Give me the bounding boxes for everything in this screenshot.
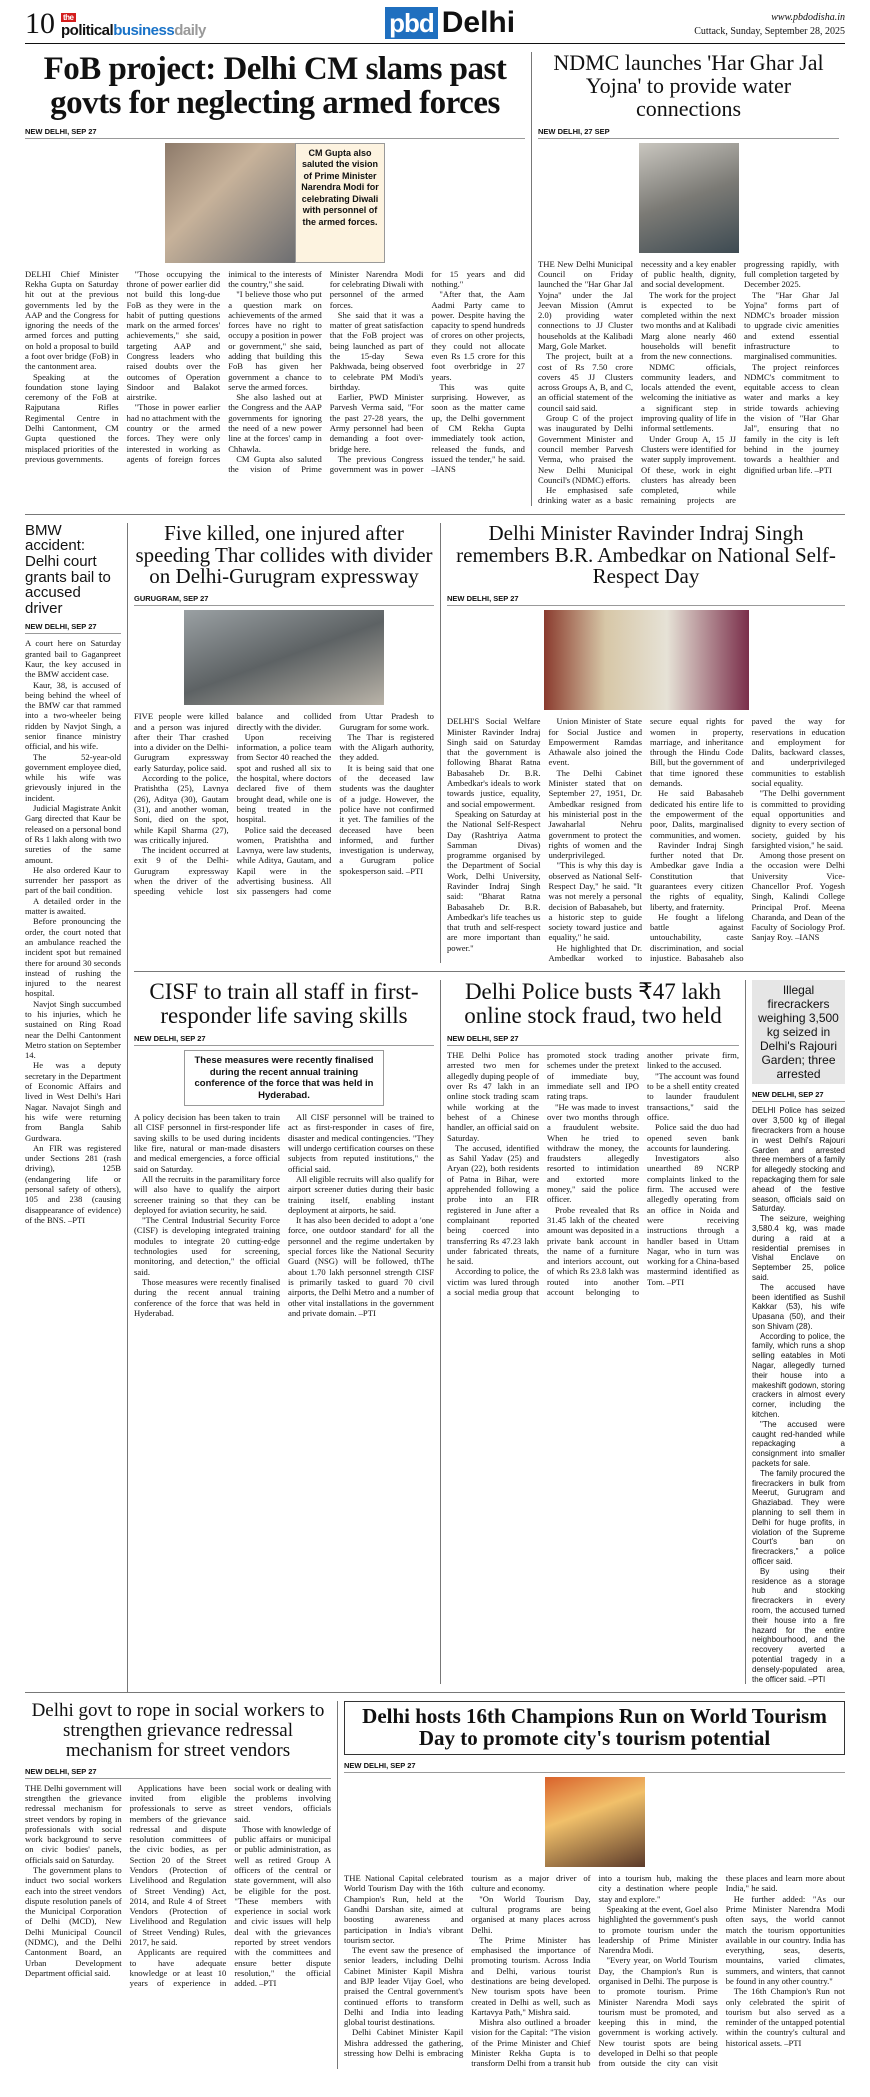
paragraph: He also ordered Kaur to surrender her passport as part of the bail condition. [25,864,121,896]
article-body [344,1873,845,2069]
article-firecrackers [745,980,845,1684]
article-body [447,716,845,963]
paragraph: He was a deputy secretary in the Department of Economic Affairs and lived in West Delhi's Hari Nagar. Navajot Singh and his wife were returning from Bangla Sahib Gurdwara. [25,1060,121,1143]
accident-photo [184,610,384,705]
byline: GURUGRAM, SEP 27 [134,594,434,606]
paragraph: A detailed order in the matter is awaited. [25,895,121,917]
paragraph: The "Har Ghar Jal Yojna" forms part of NDMC's broader mission to upgrade civic amenities and extend essential infrastructure to marginalised communities. [744,289,839,362]
paragraph: Investigators also unearthed 89 NCRP complaints linked to the firm. The accused were allegedly operating from an office in Noida and were receiving instructions through a handler based in Uttam Nagar, who in turn was working for a China-based mastermind identified as Tom. –PTI [647,1153,739,1287]
paragraph: The project reinforces NDMC's commitment to equitable access to clean water and marks a key stride towards achieving the vision of "Har Ghar Jal", ensuring that no family in the city is left behind in the journey towards a healthier and dignified urban life. –PTI [744,361,839,475]
middle-stack [127,520,845,1693]
pull-quote: These measures were recently finalised during the recent annual training conference of the force that was held in Hyderabad. [184,1050,384,1106]
paragraph: An FIR was registered under Sections 281 (rash driving), 125B (endangering life or personal safety of others), 105 and 238 (causing disappearance of evidence) of the BNS. –PTI [25,1142,121,1225]
header-info [694,11,845,39]
paragraph: The government plans to induct two social workers each into the street vendors dispute resolution panels of the Municipal Corporation of Delhi (MCD), New Delhi Municipal Council (NDMC), and the Delhi Cantonment Board, an Urban Development Department official said. [25,1865,122,1978]
article-body [25,638,121,1225]
row-middle-a [134,520,845,973]
byline: NEW DELHI, SEP 27 [25,1767,331,1779]
paragraph: According to the police, Pratishtha (25), Lavnya (26), Aditya (30), Gautam (31), and another woman, Soni, died on the spot, while Kapil Sharma (27), was critically injured. [134,773,229,845]
row-top [25,44,845,515]
page-number: 10 [25,7,55,40]
row-bottom [25,1693,845,2076]
paragraph: According to police, the victim was lured through a social media group that promoted stock trading schemes under the pretext of immediate buy, immediate sell and IPO rating traps. [447,1050,639,1297]
byline: NEW DELHI, SEP 27 [447,594,845,606]
paragraph: DELHI'S Social Welfare Minister Ravinder Indraj Singh said on Saturday that the government is following Bharat Ratna Babasaheb Dr. B.R. Ambedkar's ideals to work towards justice, equality, and social empowerment. [447,716,541,809]
article-body [25,269,525,475]
paragraph: According to police, the family, which runs a shop selling eatables in Moti Nagar, allegedly turned their house into a makeshift godown, storing crackers in almost every corner, including the kitchen. [752,1331,845,1420]
paragraph: Applicants are required to have adequate knowledge or at least 10 years of experience in social work or dealing with the problems involving street vendors, officials said. [129,1782,331,1989]
paragraph: "This is why this day is observed as National Self-Respect Day," he said. "It was not merely a personal decision of Babasaheb, but a historic step to guide society toward justice and equality," he said. [548,860,642,943]
paragraph: The accused have been identified as Sushil Kakkar (53), his wife Upasana (50), and their son Shivam (28). [752,1282,845,1331]
paragraph: The accused, identified as Sahil Yadav (25) and Aryan (22), both residents of Patna in Bihar, were apprehended following a probe into an FIR registered in June after a complainant reported being coerced into transferring Rs 47.23 lakh under fabricated threats, he said. [447,1142,539,1267]
paragraph: All eligible recruits will also qualify for airport screener duties during their basic training itself, enabling instant deployment at airports, he said. [288,1173,434,1215]
article-ambedkar [440,520,845,964]
paragraph: The 16th Champion's Run not only celebrated the spirit of tourism but also served as a reminder of the untapped potential within the country's cultural and historical assets. –PTI [725,1986,845,2048]
photo-block [344,1777,845,1867]
article-police [440,980,739,1684]
photo-caption: CM Gupta also saluted the vision of Prime Minister Narendra Modi for celebrating Diwali with personnel of the armed forces. [295,143,385,263]
paragraph: Judicial Magistrate Ankit Garg directed that Kaur be released on a personal bond of Rs 1 lakh along with two sureties of the same amount. [25,803,121,865]
paragraph: "Those in power earlier had no attachment with the country or the armed forces. They were only interested in working as agents of foreign forces inimical to the interests of the country," she said. [126,268,322,464]
paragraph: She also lashed out at the Congress and the AAP governments for ignoring the need of a new power line at the forces' camp in Chhawla. [228,392,322,454]
article-body [25,1783,331,1989]
paragraph: Upon receiving information, a police team from Sector 40 reached the spot and rushed all six to the hospital, where doctors declared five of them brought dead, while one is being treated in the hospital. [236,731,332,825]
photo-block [447,610,845,710]
headline: Delhi hosts 16th Champions Run on World Tourism Day to promote city's tourism potential [344,1701,845,1755]
cm-photo [165,143,295,263]
paragraph: "The Central Industrial Security Force (CISF) is developing integrated training modules to integrate 20 cutting-edge technologies used for screening, monitoring, and detection," the official said. [134,1215,280,1277]
paragraph: Applications have been invited from eligible professionals to serve as members of the grievance redressal and dispute resolution committees of the civic bodies, as per Section 20 of the Street Vendors (Protection of Livelihood and Regulation of Street Vending) Act, 2014, and Rule 4 of Street Vendors (Protection of Livelihood and Regulation of Street Vending) Rules, 2017, he said. [129,1782,227,1948]
minister-photo [545,1777,645,1867]
paragraph: "On World Tourism Day, cultural programs are being organised at many places across Delhi. [471,1893,591,1935]
paragraph: The family procured the firecrackers in bulk from Meerut, Gurugram and Ghaziabad. They were planning to sell them in Delhi for huge profits, in violation of the Supreme Court's ban on firecrackers," a police officer said. [752,1468,845,1567]
paragraph: It has also been decided to adopt a 'one force, one outdoor standard' for all the personnel and the regime undertaken by special forces like the National Security Guard (NSG) will be followed, thThe about 1.70 lakh personnel strength CISF is primarily tasked to guard 70 civil airports, the Delhi Metro and a number of other vital installations in the government and private domain. –PTI [288,1215,434,1318]
headline: Illegal firecrackers weighing 3,500 kg seized in Delhi's Rajouri Garden; three arrested [752,980,845,1084]
byline: NEW DELHI, SEP 27 [25,127,525,139]
paragraph: "The accused were caught red-handed while repackaging a consignment into smaller packets for sale. [752,1419,845,1469]
paragraph: THE New Delhi Municipal Council on Friday launched the "Har Ghar Jal Yojna" under the Jal Jeevan Mission (Amrut 2.0) providing water connections to JJ Cluster households at the Kalibadi Marg, Gole Market. [538,258,633,351]
paragraph: Ravinder Indraj Singh further noted that Dr. Ambedkar gave India a Constitution that guarantees every citizen the rights of equality, liberty, and fraternity. [650,839,744,912]
paragraph: Mishra also outlined a broader vision for the Capital: "The vision of the Prime Minister and Chief Minister Rekha Gupta is to transform Delhi from a transit hub into a tourism hub, making the city a destination where people stay and explore." [471,1873,718,2069]
paragraph: THE National Capital celebrated World Tourism Day with the 16th Champion's Run, held at the Gandhi Darshan site, aimed at boosting awareness and participation in India's vibrant tourism sector. [344,1873,464,1945]
article-thar [134,520,434,964]
paragraph: "He was made to invest over two months through a fraudulent website. When he tried to withdraw the money, the fraudsters allegedly resorted to intimidation and extorted more money," said the police officer. [547,1101,639,1205]
paragraph: Delhi Cabinet Minister Kapil Mishra addressed the gathering, stressing how Delhi is embracing tourism as a major driver of culture and economy. [344,1873,591,2059]
byline: NEW DELHI, SEP 27 [447,1034,739,1046]
article-fob [25,52,525,506]
paragraph: This was quite surprising. However, as soon as the matter came up, the Delhi government of CM Rekha Gupta immediately took action, released the funds, and issued the tender," he said. –IANS [431,381,525,475]
paragraph: "Those occupying the throne of power earlier did not build this long-due FoB as they were in the habit of putting questions mark on the armed forces' achievements," she said, targeting AAP and Congress leaders who raised doubts over the outcomes of Operation Sindoor and Balakot airstrike. [126,268,221,403]
paragraph: All the recruits in the paramilitary force will also have to qualify the airport screener training so that they can be deployed for aviation security, he said. [134,1173,280,1215]
paragraph: THE Delhi Police has arrested two men for allegedly duping people of over Rs 47 lakh in an online stock trading scam while working at the behest of a Chinese handler, an official said on Saturday. [447,1050,539,1143]
paragraph: Among those present on the occasion were Delhi University Vice-Chancellor Prof. Yogesh Singh, Kalindi College Principal Prof. Meena Charanda, and Dean of the Faculty of Sociology Prof. Sanjay Roy. –IANS [751,850,845,943]
pull-quote-block [134,1050,434,1106]
page-header [25,6,845,44]
photo-block [538,143,839,253]
section-title: Delhi [441,6,516,39]
paragraph: Speaking at the event, Goel also highlighted the government's push to promote tourism under the leadership of Prime Minister Narendra Modi. [598,1903,718,1956]
paragraph: The previous Congress government was in power for 15 years and did nothing." [329,268,525,475]
byline: NEW DELHI, 27 SEP [538,127,839,139]
paragraph: By using their residence as a storage hub and stocking firecrackers in every room, the accused turned their house into a fire hazard for the entire neighbourhood, and the recovery averted a potential tragedy in a densely-populated area, the officer said. –PTI [752,1566,845,1684]
byline: NEW DELHI, SEP 27 [752,1090,845,1102]
paragraph: Kaur, 38, is accused of being behind the wheel of the BMW car that rammed into a two-wheeler being ridden by Navjot Singh, a senior finance ministry official, and his wife. [25,679,121,752]
dateline: Cuttack, Sunday, September 28, 2025 [694,26,845,37]
paragraph: CM Gupta also saluted the vision of Prime Minister Narendra Modi for celebrating Diwali with personnel of the armed forces. [228,268,424,475]
paragraph: Speaking on Saturday at the National Self-Respect Day (Rashtriya Aatma Samman Divas) programme organised by the Department of Social Work, Delhi University, Ravinder Indraj Singh said: "Bharat Ratna Babasaheb Dr. B.R. Ambedkar's life teaches us that truth and self-respect are more important than power." [447,808,541,953]
article-body [134,1112,434,1318]
article-ndmc [531,52,839,506]
paragraph: The 52-year-old government employee died, while his wife was grievously injured in the incident. [25,751,121,803]
headline: NDMC launches 'Har Ghar Jal Yojna' to provide water connections [553,50,824,121]
byline: NEW DELHI, SEP 27 [25,622,121,634]
paragraph: "I believe those who put a question mark on achievements of the armed forces have no right to occupy a position in power or government," she said, adding that building this FoB has given her government a chance to serve the armed forces. [228,289,322,392]
section-logo: pbd Delhi [385,7,515,39]
row-middle-b [134,972,845,1692]
paragraph: "The account was found to be a shell entity created to launder fraudulent transactions," said the office. [647,1070,739,1122]
paragraph: "Every year, on World Tourism Day, the Champion's Run is organised in Delhi. The purpose is to promote tourism. Prime Minister Narendra Modi says tourism must be promoted, and keeping this in mind, the government is working actively. New tourist spots are being developed in Delhi so that people from outside the city can visit these places and learn more about India," he said. [598,1873,845,2069]
website[interactable]: www.pbdodisha.in [771,12,845,23]
paragraph: A policy decision has been taken to train all CISF personnel in first-responder life saving skills to be used during incidents like fire, natural or man-made disasters and medical emergencies, a force official said on Saturday. [134,1112,280,1174]
article-bmw [25,523,121,1693]
article-cisf [134,980,434,1684]
article-vendors [25,1701,331,2068]
photo-block [134,610,434,705]
paragraph: Navjot Singh succumbed to his injuries, which he sustained on Ring Road near the Delhi Cantonment Metro station on September 14. [25,998,121,1061]
paragraph: It is being said that one of the deceased law students was the daughter of a judge. However, the police have not confirmed it yet. The families of the deceased have been informed, and further investigation is underway, a Gurugram police spokesperson said. –PTI [339,762,434,876]
paragraph: "After that, the Aam Aadmi Party came to power. Despite having the capacity to spend hundreds of crores on other projects, they could not allocate even Rs 1.5 crore for this foot overbridge in 27 years. [431,289,525,382]
paragraph: DELHI Police has seized over 3,500 kg of illegal firecrackers from a house in west Delhi's Rajouri Garden and arrested three members of a family for allegedly stocking and repackaging them for sale ahead of the festive season, officials said on Saturday. [752,1106,845,1214]
paragraph: The event saw the presence of senior leaders, including Delhi Cabinet Minister Kapil Mishra and BJP leader Vijay Goel, who praised the Central government's continued efforts to transform Delhi and India into leading global tourist destinations. [344,1945,464,2028]
paragraph: THE Delhi government will strengthen the grievance redressal mechanism for street vendors by roping in professionals with social work background to serve on civic bodies' panels, officials said on Saturday. [25,1782,122,1865]
headline: Delhi Minister Ravinder Indraj Singh remembers B.R. Ambedkar on National Self-Respect Day [456,520,836,589]
event-photo [544,610,749,710]
headline: BMW accident: Delhi court grants bail to accused driver [25,521,111,617]
paragraph: He said Babasaheb dedicated his entire life to the empowerment of the poor, Dalits, marginalised communities, and women. [650,788,744,840]
headline: Delhi govt to rope in social workers to strengthen grievance redressal mechanism for street vendors [31,1700,325,1761]
headline: Five killed, one injured after speeding Thar collides with divider on Delhi-Gurugram expressway [135,520,433,589]
paragraph: FIVE people were killed and a person was injured after their Thar crashed into a divider on the Delhi-Gurugram expressway early Saturday, police said. [134,711,229,773]
paragraph: He highlighted that Dr. Ambedkar worked to secure equal rights for women in property, marriage, and inheritance through the Hindu Code Bill, but the government of that time ignored these demands. [548,716,744,964]
paragraph: Probe revealed that Rs 31.45 lakh of the cheated amount was deposited in a private bank account in the name of a furniture and interiors account, out of which Rs 23.8 lakh was routed into another account belonging to another private firm, linked to the accused. [547,1050,739,1297]
paragraph: Those with knowledge of public affairs or municipal or public administration, as well as retired Group A officers of the central or state government, will also be eligible for the post. "These members with experience in social work and civic issues will help deal with the grievances reported by street vendors with the committees and ensure better dispute resolution," the official added. –PTI [234,1823,331,1989]
paragraph: Group C of the project was inaugurated by Delhi Government Minister and council member Parvesh Verma, who praised the New Delhi Municipal Council's (NDMC) efforts. [538,413,633,485]
paragraph: Under Group A, 15 JJ Clusters were identified for water supply improvement. Of these, work in eight clusters has already been completed, while remaining projects are progressing rapidly, with full completion targeted by December 2025. [641,258,839,506]
paragraph: The project, built at a cost of Rs 7.50 crore covers 45 JJ Clusters across Groups A, B, and C, an official statement of the council said said. [538,351,633,413]
paragraph: NDMC officials, community leaders, and locals attended the event, welcoming the initiative as a significant step in improving quality of life in informal settlements. [641,361,736,434]
article-champions [337,1701,845,2068]
paragraph: She said that it was a matter of great satisfaction that the FoB project was being launched as part of the 15-day Sewa Pakhwada, being observed to celebrate PM Modi's birthday. [329,309,424,392]
paragraph: The Thar is registered with the Aligarh authority, they added. [339,731,434,763]
article-body [752,1106,845,1684]
paragraph: All CISF personnel will be trained to act as first-responder in cases of fire, disaster and medical contingencies. "They will undergo certification courses on these subjects from reputed institutions," the official said. [288,1112,434,1174]
paragraph: The seizure, weighing 3,580.4 kg, was made during a raid at a residential premises in Vishal Enclave on September 25, police said. [752,1214,845,1282]
paragraph: The work for the project is expected to be completed within the next two months and at Kalibadi Marg alone nearly 460 households will benefit from the new connections. [641,289,736,362]
paragraph: The Prime Minister has emphasised the importance of promoting tourism. Across India and Delhi, various tourist destinations are being developed. New tourism spots have been created in Delhi as well, such as Kartavya Path," Mishra said. [471,1934,591,2017]
paragraph: Union Minister of State for Social Justice and Empowerment Ramdas Athawale also joined the event. [548,716,642,768]
paragraph: Before pronouncing the order, the court noted that an ambulance reached the incident spot but remained there for around 30 seconds instead of rushing the injured to the nearest hospital. [25,916,121,999]
headline: Delhi Police busts ₹47 lakh online stock fraud, two held [464,979,722,1029]
paragraph: He emphasised safe drinking water as a basic necessity and a key enabler of public health, dignity, and social development. [538,258,736,506]
byline: NEW DELHI, SEP 27 [134,1034,434,1046]
water-tap-photo [639,143,739,253]
masthead: the politicalbusinessdaily [61,13,206,39]
article-body [447,1050,739,1297]
paragraph: Earlier, PWD Minister Parvesh Verma said, "For the past 27-28 years, the Army personnel had been demanding a foot over-bridge here. [329,392,424,454]
paragraph: Speaking at the foundation stone laying ceremony of the FoB at Rajputana Rifles Regimental Centre in Delhi Cantonment, CM Gupta questioned the misplaced priorities of the previous governments. [25,371,119,464]
paragraph: The incident occurred at exit 9 of the Delhi-Gurugram expressway when the driver of the speeding vehicle lost balance and collided directly with the divider. [134,711,332,897]
paragraph: DELHI Chief Minister Rekha Gupta on Saturday hit out at the previous governments led by the AAP and the Congress for ignoring the needs of the armed forces and putting on hold a proposal to build a foot over bridge (FoB) in the cantonment area. [25,268,119,372]
paragraph: The Delhi Cabinet Minister stated that on September 27, 1951, Dr. Ambedkar resigned from his ministerial post in the Jawaharlal Nehru government to protect the rights of women and the underprivileged. [548,767,642,861]
paragraph: Police said the deceased women, Pratishtha and Lavnya, were law students, while Aditya, Gautam, and Kapil were in the advertising business. All six passengers had come from Uttar Pradesh to Gurugram for some work. [236,711,434,897]
paragraph: "The Delhi government is committed to providing equal opportunities and dignity to every section of society, guided by his farsighted vision," he said. [751,788,845,850]
row-middle [25,515,845,1694]
paragraph: A court here on Saturday granted bail to Gaganpreet Kaur, the key accused in the BMW accident case. [25,638,121,680]
article-body [538,259,839,506]
byline: NEW DELHI, SEP 27 [344,1761,845,1773]
paragraph: Those measures were recently finalised during the recent annual training conference of the force that was held in Hyderabad. [134,1276,280,1318]
headline: CISF to train all staff in first-responder life saving skills [149,979,419,1029]
paragraph: He fought a lifelong battle against untouchability, caste discrimination, and social injustice. Babasaheb also paved the way for reservations in education and employment for Dalits, backward classes, and underprivileged communities to establish social equality. [650,716,845,964]
paragraph: He further added: "As our Prime Minister Narendra Modi often says, the world cannot match the tourism opportunities available in our country. India has everything, seas, deserts, mountains, varied climates, summers, and winters, that cannot be found in any other country." [725,1893,845,1986]
headline: FoB project: Delhi CM slams past govts for neglecting armed forces [43,51,507,122]
article-body [134,711,434,896]
photo-block [25,143,525,263]
paragraph: Police said the duo had opened seven bank accounts for laundering. [647,1122,739,1153]
